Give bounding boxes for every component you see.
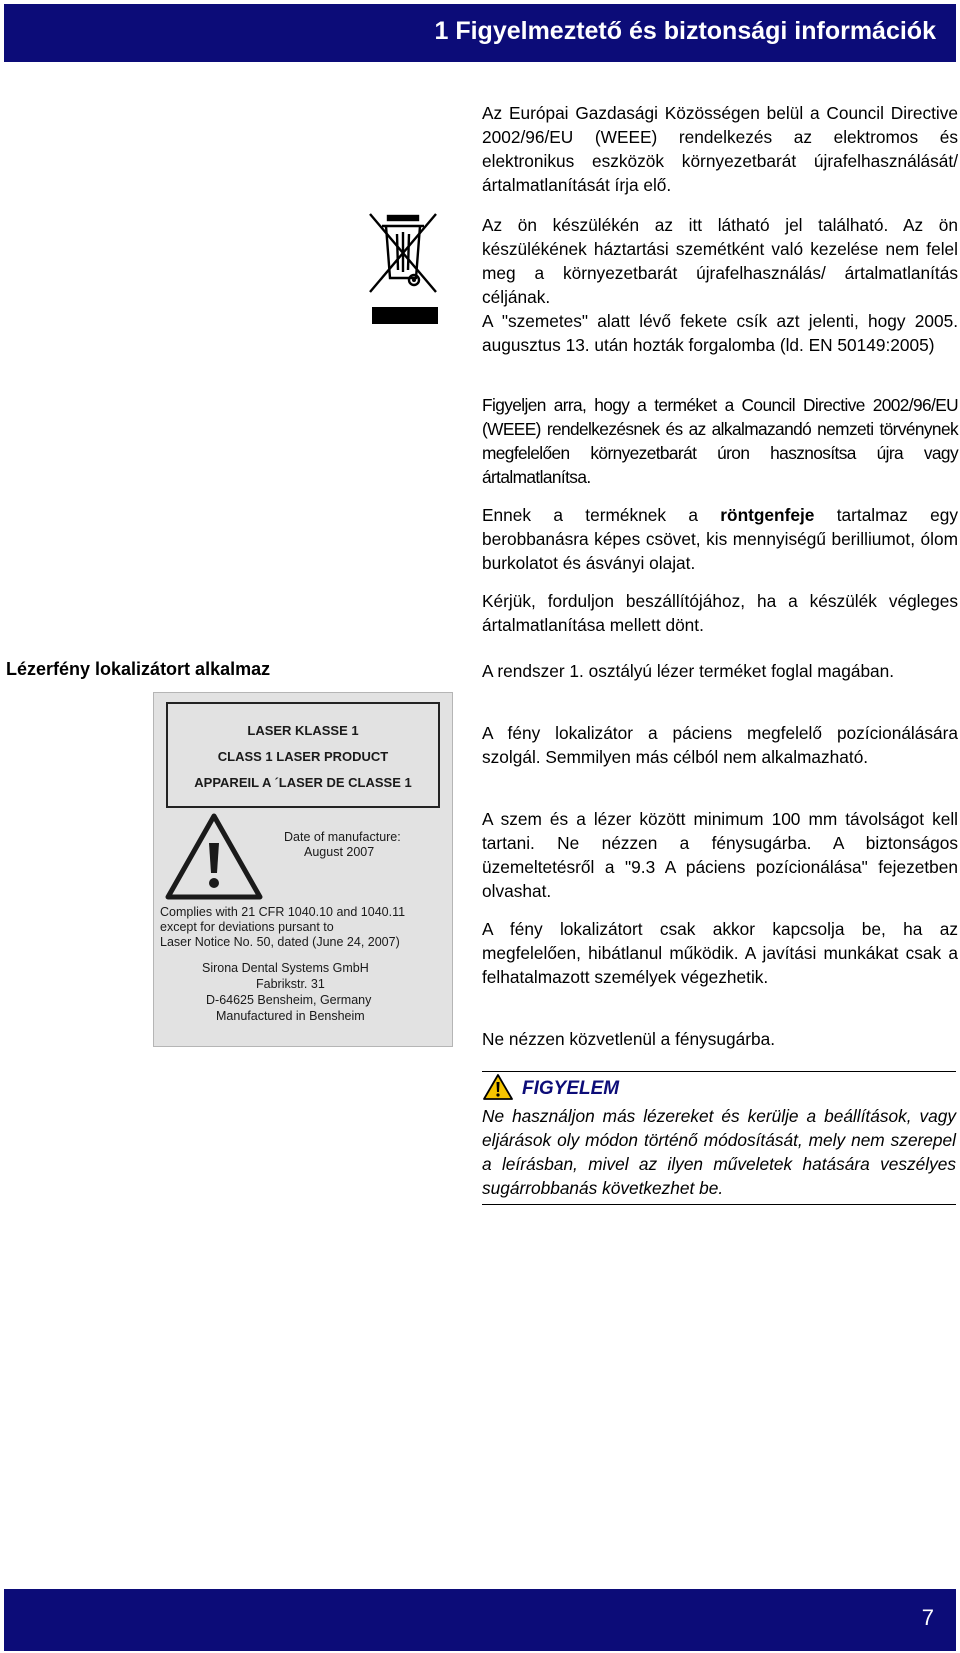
label-comply-3: Laser Notice No. 50, dated (June 24, 2007) [160, 935, 400, 949]
label-comply-1: Complies with 21 CFR 1040.10 and 1040.11 [160, 905, 406, 919]
page-footer-bar [4, 1589, 956, 1651]
black-bar-paragraph: A "szemetes" alatt lévő fekete csík azt jelenti, hogy 2005. augusztus 13. után hozták forgalomba (ld. EN 50149:2005) [482, 311, 958, 355]
label-maker-1: Sirona Dental Systems GmbH [202, 961, 369, 975]
label-maker-2: Fabrikstr. 31 [256, 977, 325, 991]
weee-symbol-paragraph: Az ön készülékén az itt látható jel található. Az ön készülékének háztartási szemétként való kezelése nem felel meg a környezetbarát újrafelhasználás/ ártalmatlanítás céljának. [482, 215, 958, 307]
label-line-3: APPAREIL A ´LASER DE CLASSE 1 [194, 775, 412, 790]
label-line-2: CLASS 1 LASER PRODUCT [217, 749, 389, 764]
label-edge [452, 693, 453, 1046]
warning-triangle-icon [482, 1073, 514, 1101]
localizer-repair-paragraph: A fény lokalizátort csak akkor kapcsolja be, ha az megfelelően, hibátlanul működik. A javítási munkákat csak a felhatalmazott személyek végezhetik. [482, 919, 958, 987]
xray-head-text-c: tartalmaz egy berobbanásra képes csövet, kis mennyiségű berilliumot, ólom burkolatot és ásványi olajat. [482, 505, 958, 573]
eye-distance-paragraph: A szem és a lézer között minimum 100 mm távolságot kell tartani. Ne nézzen a fénysugárba. A biztonságos üzemeltetésről a "9.3 A páciens pozícionálása" fejezetben olvashat. [482, 809, 958, 901]
warning-text: Ne használjon más lézereket és kerülje a beállítások, vagy eljárások oly módon történő módosítását, mely nem szerepel a leírásban, mivel az ilyen műveletek hatására veszélyes sugárrobbanás következhet be. [482, 1106, 956, 1198]
laser-side-heading: Lézerfény lokalizátort alkalmaz [6, 659, 271, 679]
label-maker-4: Manufactured in Bensheim [216, 1009, 365, 1023]
laser-product-label [153, 692, 453, 1047]
label-date-value: August 2007 [304, 845, 375, 859]
label-comply-2: except for deviations pursant to [160, 920, 334, 934]
localizer-purpose-paragraph: A fény lokalizátor a páciens megfelelő pozícionálására szolgál. Semmilyen más célból nem alkalmazható. [482, 723, 958, 767]
laser-class-paragraph: A rendszer 1. osztályú lézer terméket foglal magában. [482, 661, 895, 681]
xray-head-bold: röntgenfeje [720, 505, 815, 525]
weee-crossed-bin-icon [364, 208, 444, 328]
label-line-1: LASER KLASSE 1 [247, 723, 359, 738]
page-header-bar [4, 4, 956, 62]
warning-box [482, 1071, 956, 1205]
xray-head-paragraph [482, 503, 958, 575]
xray-head-text-a: Ennek a terméknek a [482, 505, 721, 525]
label-date-label: Date of manufacture: [284, 830, 401, 844]
warning-title: FIGYELEM [522, 1078, 620, 1099]
supplier-paragraph: Kérjük, forduljon beszállítójához, ha a készülék végleges ártalmatlanítása mellett dönt. [482, 591, 958, 635]
no-direct-beam-paragraph: Ne nézzen közvetlenül a fénysugárba. [482, 1029, 776, 1049]
laser-class-box [166, 702, 440, 808]
warning-header [482, 1072, 956, 1104]
chapter-title: 1 Figyelmeztető és biztonsági információk [434, 17, 936, 45]
laser-warning-triangle-icon [164, 811, 264, 901]
recycle-paragraph: Figyeljen arra, hogy a terméket a Council Directive 2002/96/EU (WEEE) rendelkezésnek és az alkalmazandó nemzeti törvénynek megfelelően környezetbarát úron hasznosítsa újra vagy ártalmatlanítsa. [482, 395, 958, 487]
weee-directive-paragraph: Az Európai Gazdasági Közösségen belül a Council Directive 2002/96/EU (WEEE) rendelkezés az elektromos és elektronikus eszközök környezetbarát újrafelhasználását/ártalmatlanítását írja elő. [482, 103, 958, 195]
label-maker-3: D-64625 Bensheim, Germany [206, 993, 372, 1007]
page-number: 7 [921, 1605, 934, 1630]
